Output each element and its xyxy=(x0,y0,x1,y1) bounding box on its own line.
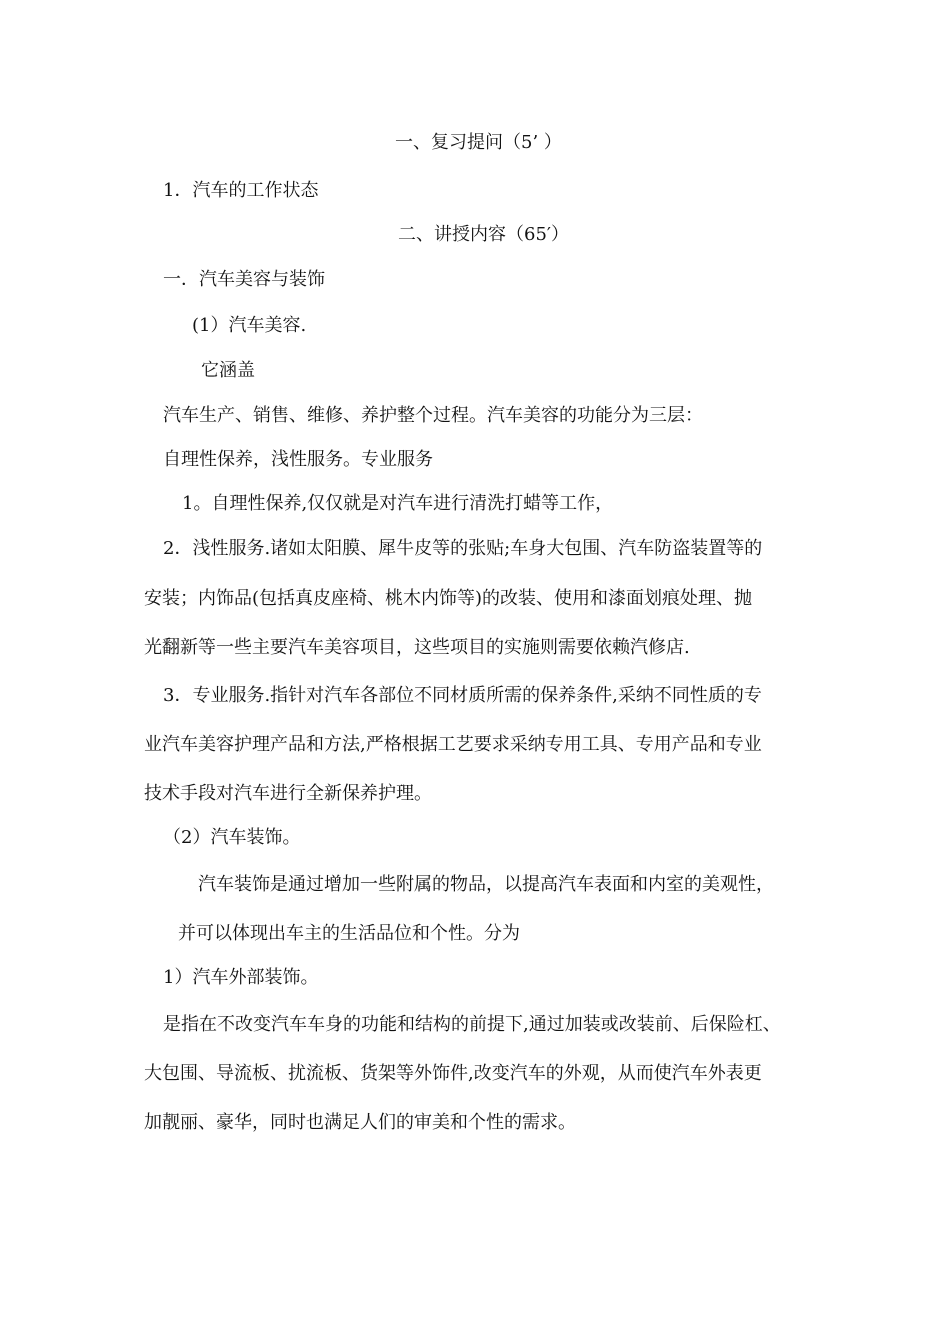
subsection-1-title: (1）汽车美容. xyxy=(192,315,307,336)
subsection-2-title: （2）汽车装饰。 xyxy=(163,827,301,848)
point-3-line-1: 3．专业服务.指针对汽车各部位不同材质所需的保养条件,采纳不同性质的专 xyxy=(163,685,762,706)
exterior-decoration-line-3: 加靓丽、豪华，同时也满足人们的审美和个性的需求。 xyxy=(144,1112,576,1133)
subsection-2-body-2: 并可以体现出车主的生活品位和个性。分为 xyxy=(178,923,520,944)
review-item-1: 1．汽车的工作状态 xyxy=(163,180,319,201)
point-2-line-3: 光翻新等一些主要汽车美容项目，这些项目的实施则需要依赖汽修店. xyxy=(144,637,690,658)
lecture-heading: 二、讲授内容（65′） xyxy=(398,224,569,245)
exterior-decoration-line-2: 大包围、导流板、扰流板、货架等外饰件,改变汽车的外观，从而使汽车外表更 xyxy=(144,1063,762,1084)
exterior-decoration-title: 1）汽车外部装饰。 xyxy=(163,967,319,988)
subsection-2-body-1: 汽车装饰是通过增加一些附属的物品，以提高汽车表面和内室的美观性， xyxy=(198,874,774,895)
point-3-line-2: 业汽车美容护理产品和方法,严格根据工艺要求采纳专用工具、专用产品和专业 xyxy=(144,734,762,755)
subsection-1-body-1: 汽车生产、销售、维修、养护整个过程。汽车美容的功能分为三层： xyxy=(163,405,703,426)
section-1-title: 一．汽车美容与装饰 xyxy=(163,269,325,290)
review-heading: 一、复习提问（5’ ） xyxy=(395,132,562,153)
exterior-decoration-line-1: 是指在不改变汽车车身的功能和结构的前提下,通过加装或改装前、后保险杠、 xyxy=(163,1014,781,1035)
point-2-line-1: 2．浅性服务.诸如太阳膜、犀牛皮等的张贴;车身大包围、汽车防盗装置等的 xyxy=(163,538,763,559)
point-2-line-2: 安装；内饰品(包括真皮座椅、桃木内饰等)的改装、使用和漆面划痕处理、抛 xyxy=(144,588,753,609)
subsection-1-body-2: 自理性保养，浅性服务。专业服务 xyxy=(163,449,433,470)
subsection-1-intro: 它涵盖 xyxy=(201,360,255,381)
point-3-line-3: 技术手段对汽车进行全新保养护理。 xyxy=(144,783,432,804)
point-1: 1。自理性保养,仅仅就是对汽车进行清洗打蜡等工作， xyxy=(182,493,614,514)
